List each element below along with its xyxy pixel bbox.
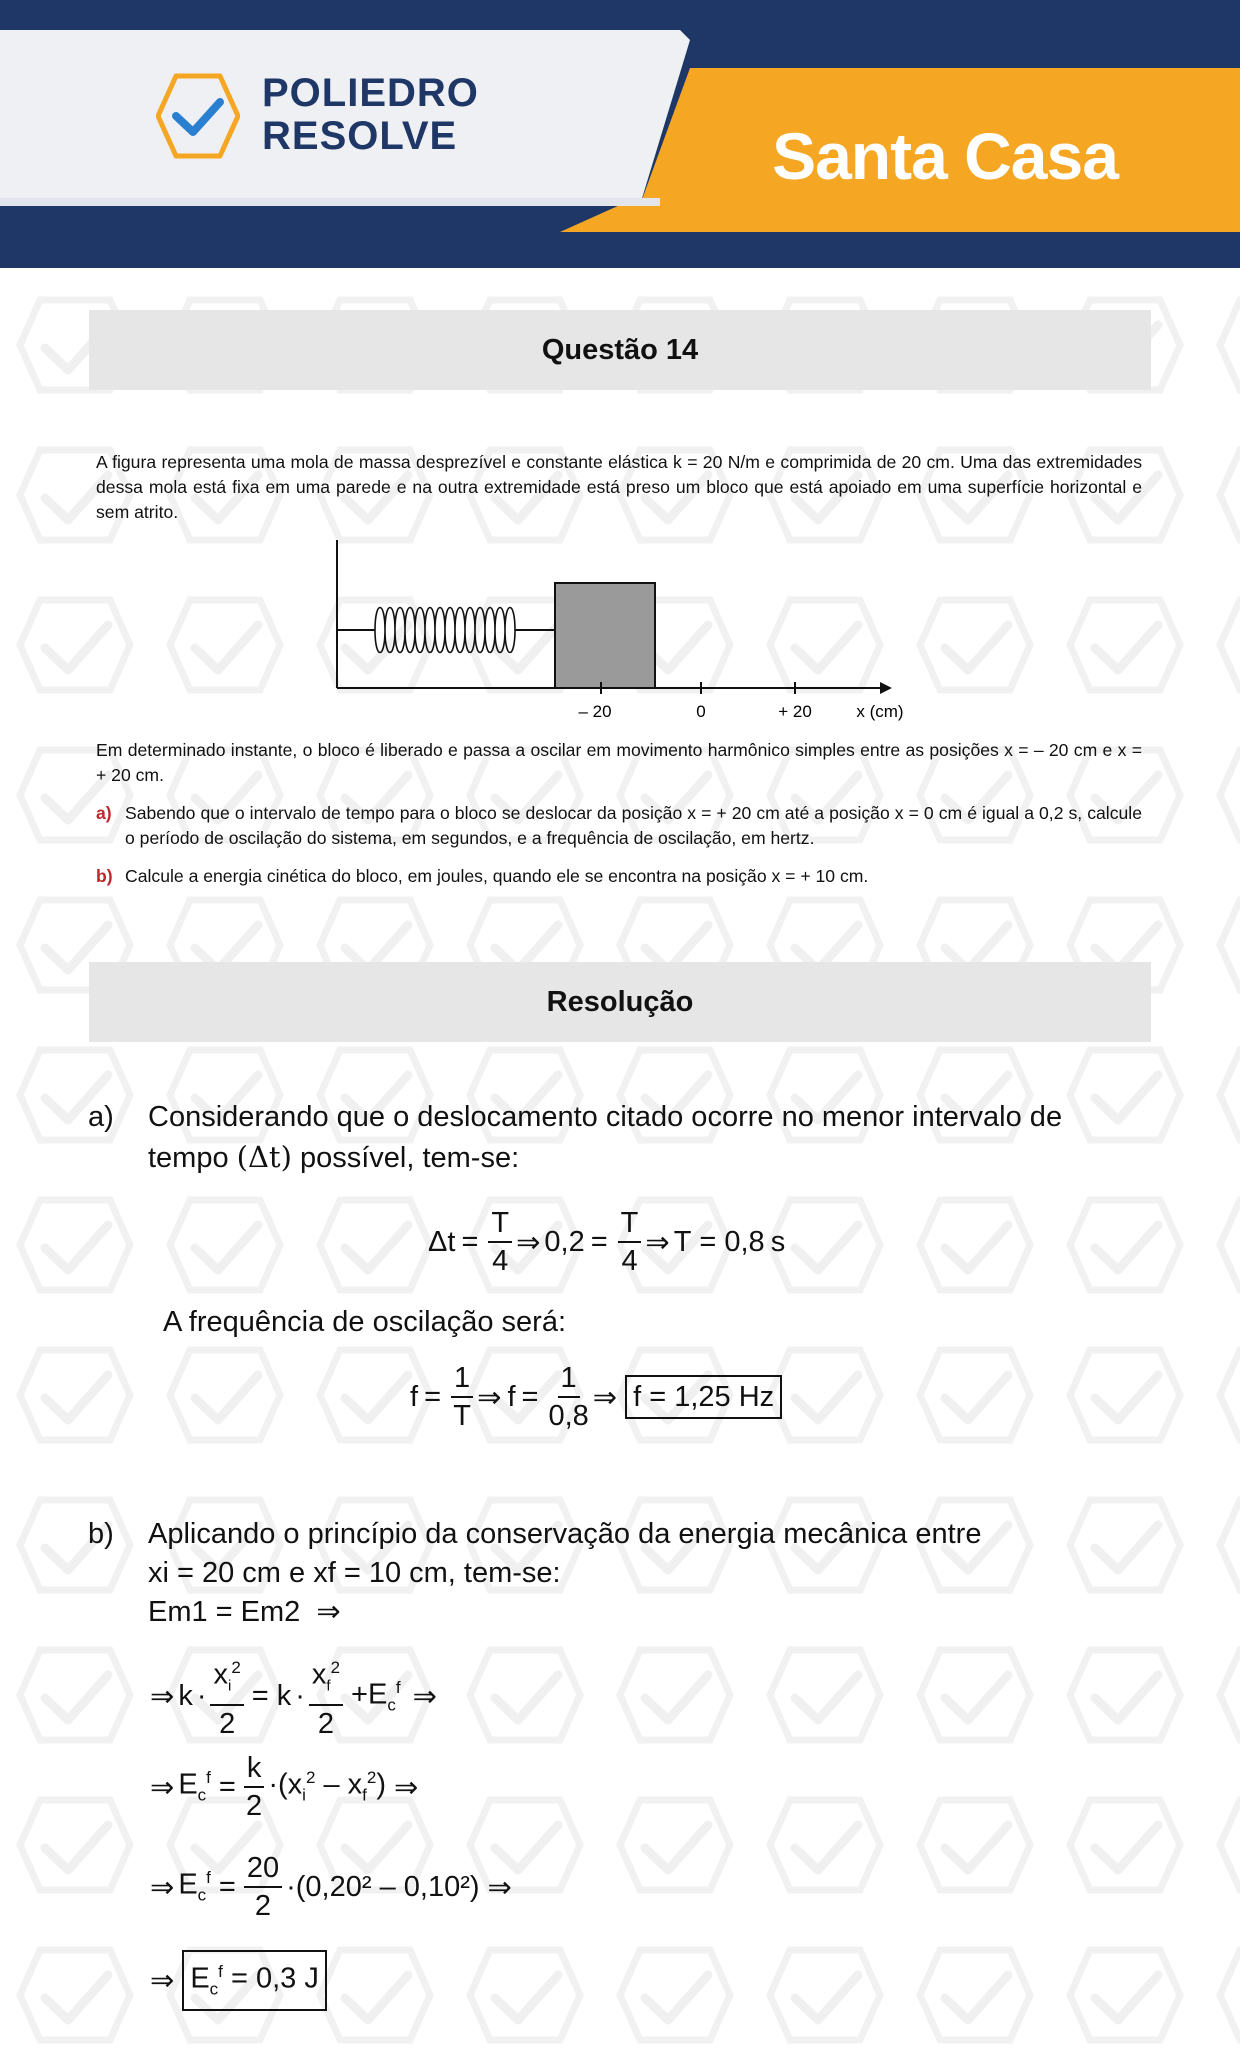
eq1-dt: Δt <box>428 1225 456 1258</box>
spring-block-figure <box>330 540 920 730</box>
frequency-result-box: f = 1,25 Hz <box>625 1375 782 1419</box>
frequency-intro: A frequência de oscilação será: <box>163 1306 567 1338</box>
page-header <box>0 0 1240 270</box>
equation-kinetic-expr: ⇒ $E_c^f$ = $\frac{k}{2}$ $\cdot(x_i^2 - x_f^2)$ ⇒ <box>150 1752 419 1822</box>
exam-name: Santa Casa <box>772 119 1118 193</box>
res-b-line3-text: Em1 = Em2 <box>148 1596 301 1628</box>
axis-label-x: x (cm) <box>856 702 904 721</box>
res-b-line1: Aplicando o princípio da conservação da energia mecânica entre <box>148 1518 982 1550</box>
x-axis-arrow <box>880 682 892 694</box>
tick-label-neg20: – 20 <box>578 702 612 721</box>
res-b-line3: Em1 = Em2 ⇒ <box>148 1596 341 1628</box>
eq1-T: T <box>673 1225 692 1258</box>
res-a-line2-post: possível, tem-se: <box>299 1142 520 1174</box>
eq5-inner: 0,20² – 0,10² <box>305 1870 470 1903</box>
eq1-arrow1: ⇒ <box>516 1226 541 1259</box>
item-b-label: b) <box>96 866 113 886</box>
res-a-line2 <box>148 1138 519 1177</box>
question-intro: A figura representa uma mola de massa desprezível e constante elástica k = 20 N/m e comprimida de 20 cm. Uma das extremidades dessa mola está fixa em uma parede e na outra extremidade está preso um bloco que está apoiado em uma superfície horizontal e sem atrito. <box>96 452 1142 522</box>
res-b-line2: xi = 20 cm e xf = 10 cm, tem-se: <box>148 1557 561 1589</box>
item-a-text: Sabendo que o intervalo de tempo para o bloco se deslocar da posição x = + 20 cm até a posição x = 0 cm é igual a 0,2 s, calcule o período de oscilação do sistema, em segundos, e a frequência de oscilação, em hertz. <box>125 803 1142 848</box>
res-a-line1: Considerando que o deslocamento citado ocorre no menor intervalo de <box>148 1101 1063 1133</box>
eq1-frac2: $\frac{T}{4}$ <box>618 1205 642 1279</box>
equation-period: Δt = $\frac{T}{4}$ ⇒ 0,2 = $\frac{T}{4}$ ⇒ T = 0,8 s <box>428 1207 786 1277</box>
question-title: Questão 14 <box>541 333 699 366</box>
equation-kinetic-numbers: ⇒ $E_c^f$ = $\frac{20}{2}$ ·( 0,20² – 0,10² ) ⇒ <box>150 1852 512 1922</box>
question-after-figure: Em determinado instante, o bloco é liberado e passa a oscilar em movimento harmônico simples entre as posições x = – 20 cm e x = + 20 cm. <box>96 740 1142 785</box>
eq1-unit: s <box>770 1225 786 1258</box>
brand-line2: RESOLVE <box>262 114 458 158</box>
res-b-label: b) <box>88 1518 114 1550</box>
item-b-text: Calcule a energia cinética do bloco, em joules, quando ele se encontra na posição x = + 10 cm. <box>125 866 869 886</box>
tick-label-pos20: + 20 <box>778 702 812 721</box>
equation-kinetic-result: ⇒ $E_c^f = 0,3$ J <box>150 1950 327 2011</box>
question-title-bar <box>89 310 1151 390</box>
question-item-a <box>96 801 1142 851</box>
brand-line1: POLIEDRO <box>262 71 479 115</box>
res-a-line2-pre: tempo <box>148 1142 229 1174</box>
brand-name <box>262 72 479 158</box>
question-item-b <box>96 864 1142 889</box>
eq1-frac1: $\frac{T}{4}$ <box>488 1205 512 1279</box>
eq1-equals: = <box>461 1225 479 1258</box>
poliedro-check-logo-icon <box>156 72 240 160</box>
resolution-title: Resolução <box>546 985 694 1018</box>
equation-energy-conservation: ⇒ k · $\frac{x_i^2}{2}$ = k · $\frac{x_f^2}{2}$ $+E_c^f$ ⇒ <box>150 1650 437 1742</box>
item-a-label: a) <box>96 803 112 823</box>
equation-frequency: f = $\frac{1}{T}$ ⇒ f = $\frac{1}{0,8}$ ⇒ f = 1,25 Hz <box>410 1360 782 1434</box>
tick-label-zero: 0 <box>696 702 706 721</box>
block <box>555 583 655 688</box>
resolution-title-bar <box>89 962 1151 1042</box>
res-a-line2-sym: (Δt) <box>236 1140 292 1174</box>
eq1-arrow2: ⇒ <box>645 1226 670 1259</box>
eq1-08: 0,8 <box>724 1225 765 1258</box>
kinetic-result-box: $E_c^f = 0,3$ J <box>182 1950 327 2011</box>
eq2-frac2: $\frac{1}{0,8}$ <box>548 1362 589 1432</box>
eq2-frac1: $\frac{1}{T}$ <box>451 1360 473 1434</box>
eq1-02: 0,2 <box>544 1225 585 1258</box>
res-a-label: a) <box>88 1101 114 1133</box>
eq2-f: f <box>410 1380 419 1413</box>
spring-coil <box>375 608 515 653</box>
